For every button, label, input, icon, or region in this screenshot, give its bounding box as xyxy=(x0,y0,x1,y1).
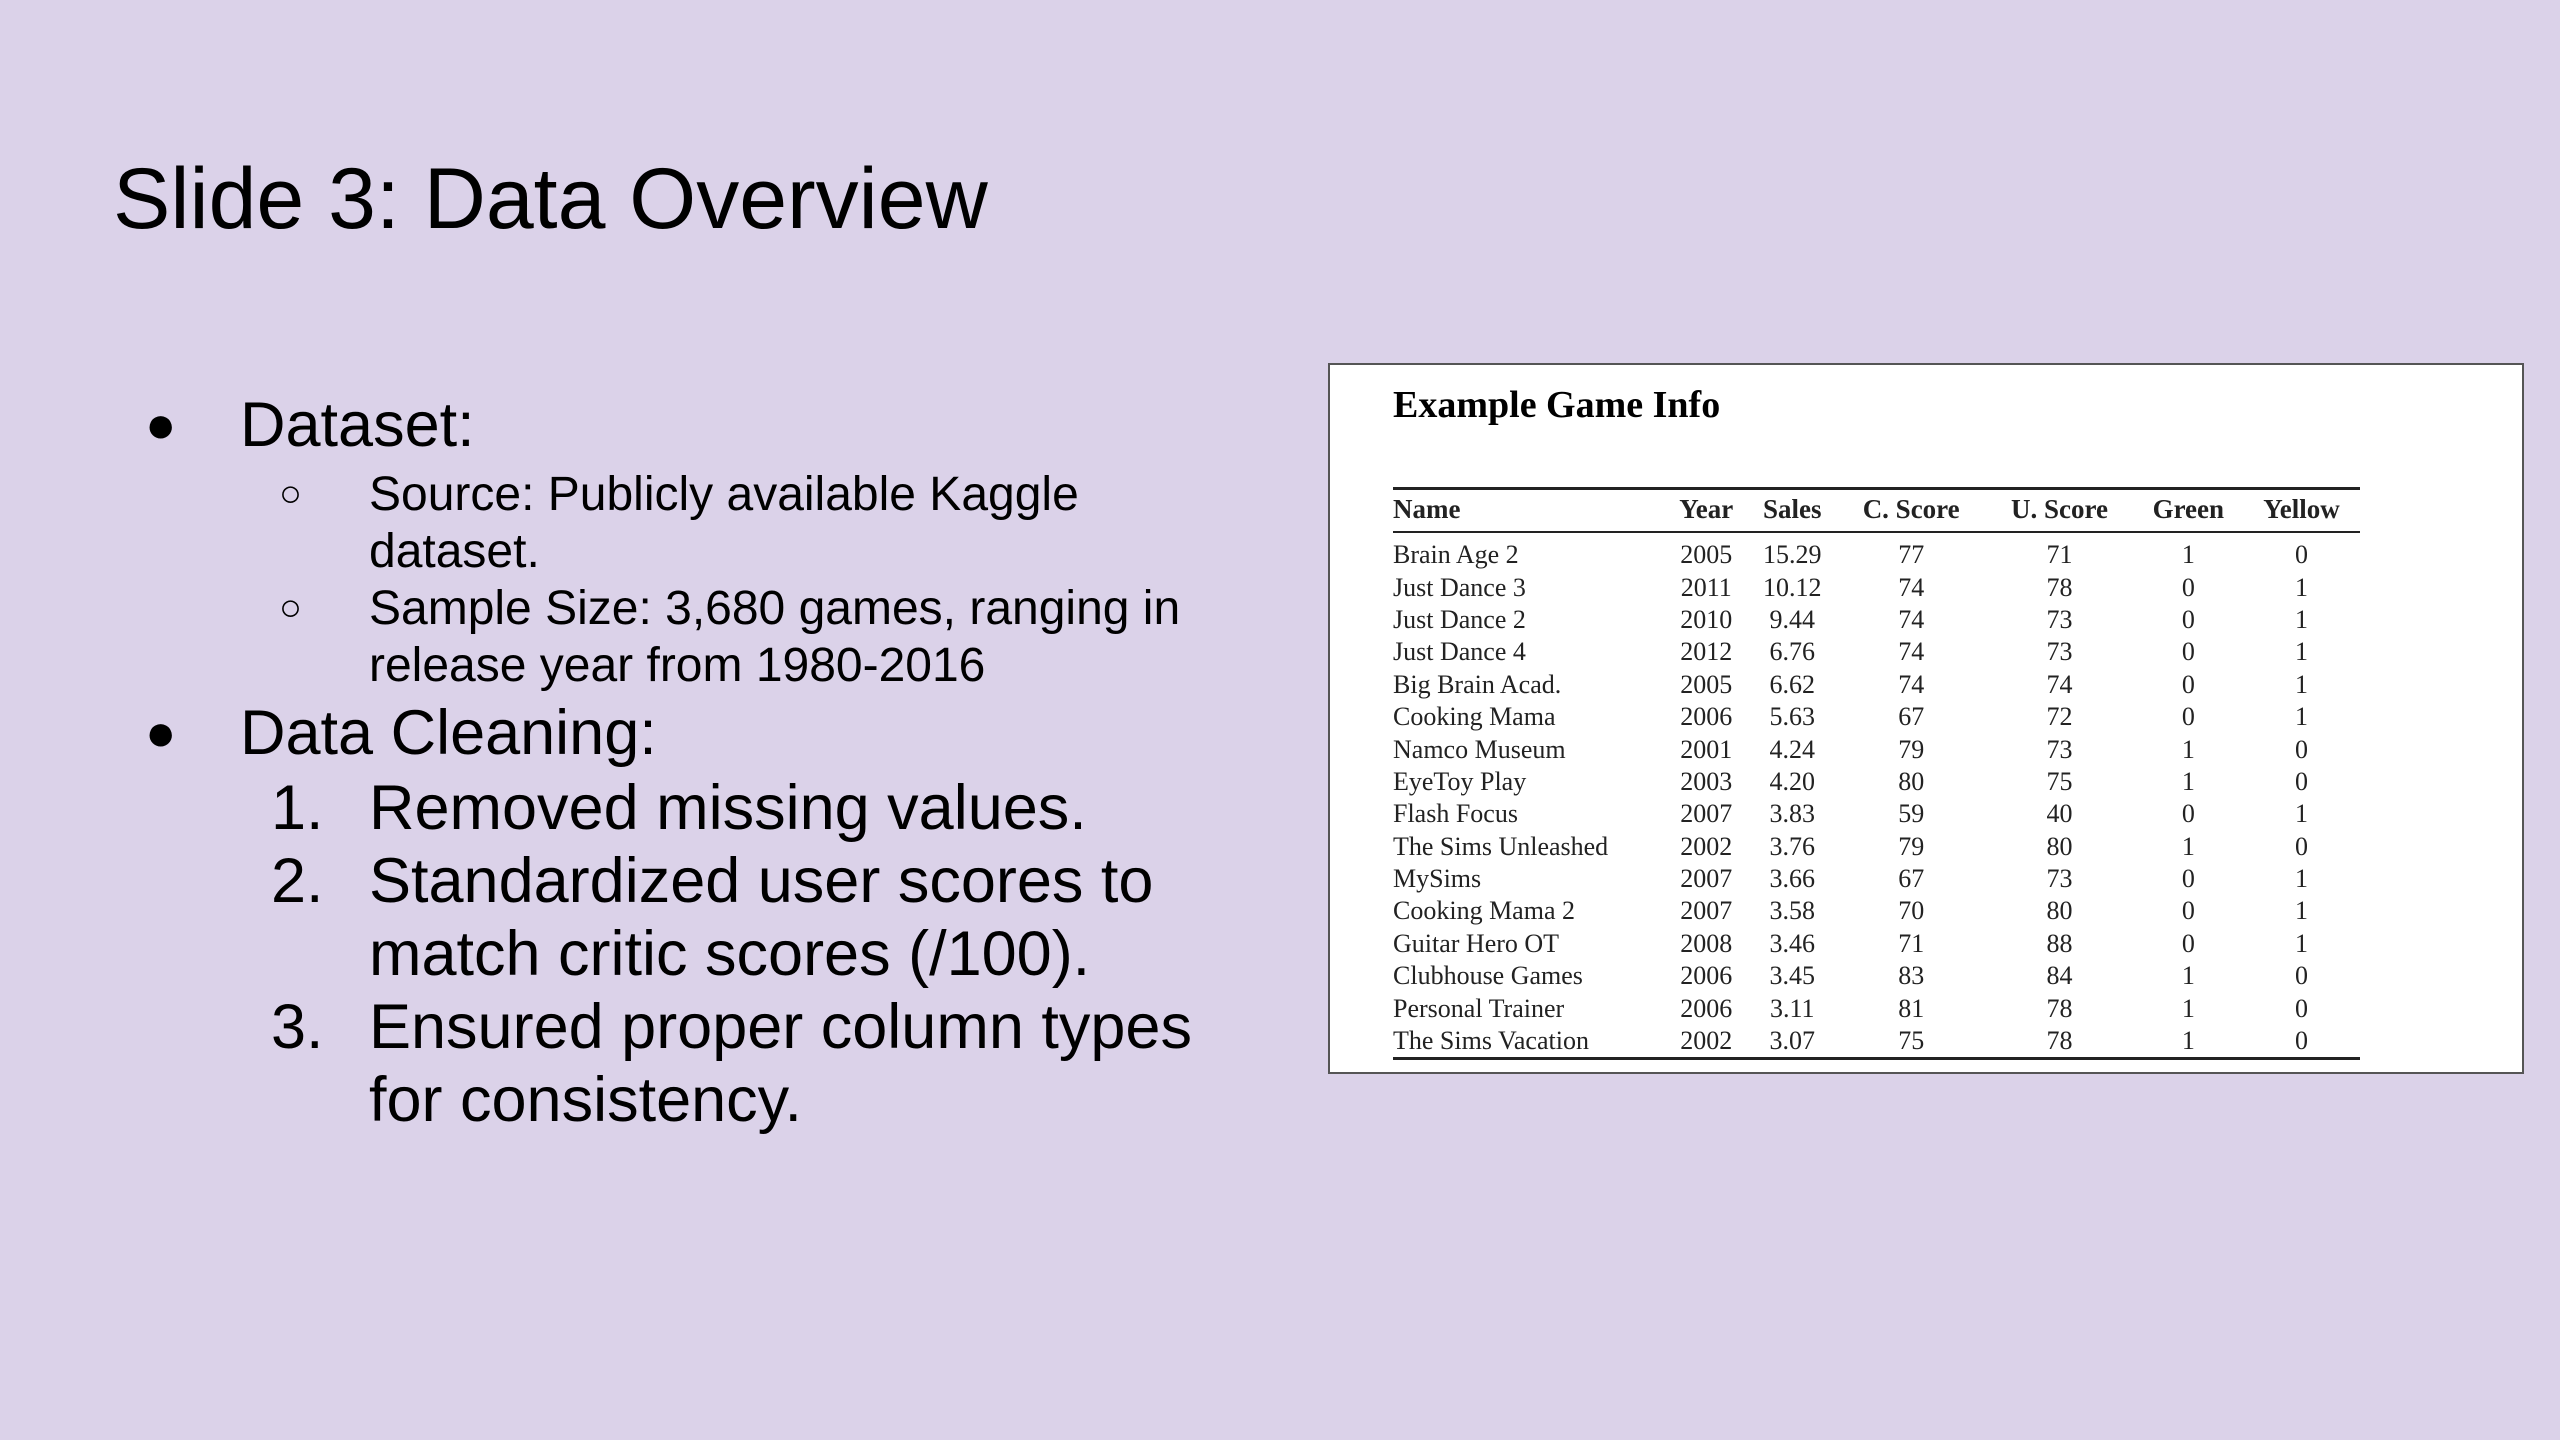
table-cell: 0 xyxy=(2294,540,2308,570)
table-row xyxy=(1393,960,2360,992)
table-cell: 74 xyxy=(1898,572,1925,602)
table-cell: 3.46 xyxy=(1769,928,1816,958)
slide-title: Slide 3: Data Overview xyxy=(113,151,988,247)
table-cell: 71 xyxy=(1898,928,1925,958)
table-cell: 2005 xyxy=(1680,540,1733,570)
table-cell: 81 xyxy=(1898,993,1925,1023)
table-cell: 84 xyxy=(2046,961,2073,991)
table-cell: 73 xyxy=(2046,864,2073,894)
table-cell: 0 xyxy=(2181,799,2195,829)
table-row xyxy=(1393,733,2360,765)
table-cell: EyeToy Play xyxy=(1393,766,1527,796)
bullet-circle-icon: ○ xyxy=(279,587,302,629)
table-cell: 15.29 xyxy=(1763,540,1822,570)
column-header: C. Score xyxy=(1837,489,1985,533)
cleaning-step xyxy=(140,772,1260,845)
table-cell: Guitar Hero OT xyxy=(1393,928,1560,958)
table-body xyxy=(1393,532,2360,1059)
table-cell: 0 xyxy=(2181,864,2195,894)
table-cell: 78 xyxy=(2046,1026,2073,1056)
table-cell: 79 xyxy=(1898,734,1925,764)
table-cell: Clubhouse Games xyxy=(1393,961,1583,991)
table-row xyxy=(1393,669,2360,701)
table-row xyxy=(1393,766,2360,798)
table-cell: 2003 xyxy=(1680,766,1733,796)
step-number: 1. xyxy=(271,773,324,843)
table-cell: 1 xyxy=(2294,928,2308,958)
table-cell: 2011 xyxy=(1680,572,1732,602)
bullet-cleaning-label: Data Cleaning: xyxy=(240,698,657,768)
table-header-row xyxy=(1393,489,2360,533)
table-cell: 74 xyxy=(1898,669,1925,699)
cleaning-steps-list xyxy=(140,772,1260,1137)
table-cell: 0 xyxy=(2294,993,2308,1023)
bullet-dataset xyxy=(140,388,1260,462)
table-row xyxy=(1393,532,2360,571)
table-cell: 1 xyxy=(2294,572,2308,602)
table-cell: 74 xyxy=(1898,604,1925,634)
table-cell: 1 xyxy=(2294,896,2308,926)
table-cell: 40 xyxy=(2046,799,2073,829)
table-cell: 1 xyxy=(2181,961,2195,991)
table-cell: 71 xyxy=(2046,540,2073,570)
table-cell: 2002 xyxy=(1680,831,1733,861)
table-cell: 79 xyxy=(1898,831,1925,861)
table-cell: 4.24 xyxy=(1769,734,1816,764)
table-cell: Personal Trainer xyxy=(1393,993,1565,1023)
sub-bullet-text: Source: Publicly available Kaggle dataset. xyxy=(369,468,1079,578)
bullet-dataset-label: Dataset: xyxy=(240,390,475,460)
table-cell: 6.62 xyxy=(1769,669,1816,699)
game-info-table xyxy=(1393,487,2360,1060)
table-row xyxy=(1393,831,2360,863)
table-cell: 75 xyxy=(2046,766,2073,796)
table-cell: 1 xyxy=(2294,864,2308,894)
table-cell: The Sims Unleashed xyxy=(1393,831,1609,861)
step-number: 3. xyxy=(271,992,324,1062)
table-cell: 59 xyxy=(1898,799,1925,829)
table-cell: 78 xyxy=(2046,993,2073,1023)
table-cell: 1 xyxy=(2181,1026,2195,1056)
table-image xyxy=(1328,363,2524,1074)
column-header: Yellow xyxy=(2243,489,2360,533)
table-cell: 2006 xyxy=(1680,993,1733,1023)
table-cell: 88 xyxy=(2046,928,2073,958)
table-cell: 0 xyxy=(2294,1026,2308,1056)
table-cell: 83 xyxy=(1898,961,1925,991)
table-cell: 1 xyxy=(2181,831,2195,861)
column-header: Green xyxy=(2134,489,2243,533)
column-header: Name xyxy=(1393,489,1665,533)
table-cell: 3.45 xyxy=(1769,961,1816,991)
table-cell: Just Dance 4 xyxy=(1393,637,1526,667)
table-cell: 70 xyxy=(1898,896,1925,926)
table-row xyxy=(1393,636,2360,668)
table-row xyxy=(1393,992,2360,1024)
table-cell: 1 xyxy=(2294,637,2308,667)
table-cell: 0 xyxy=(2294,734,2308,764)
table-cell: 3.07 xyxy=(1769,1026,1816,1056)
table-cell: 74 xyxy=(2046,669,2073,699)
table-cell: 6.76 xyxy=(1769,637,1816,667)
table-cell: 2002 xyxy=(1680,1026,1733,1056)
table-cell: MySims xyxy=(1393,864,1482,894)
bullet-disc-icon: ● xyxy=(145,704,177,762)
table-cell: 5.63 xyxy=(1769,702,1816,732)
table-cell: 0 xyxy=(2294,961,2308,991)
table-row xyxy=(1393,701,2360,733)
step-text: Standardized user scores to match critic scores (/100). xyxy=(369,846,1154,989)
column-header: U. Score xyxy=(1985,489,2133,533)
table-cell: 0 xyxy=(2181,896,2195,926)
table-cell: 0 xyxy=(2181,702,2195,732)
table-row xyxy=(1393,571,2360,603)
table-row xyxy=(1393,604,2360,636)
table-cell: 1 xyxy=(2181,540,2195,570)
table-cell: 2007 xyxy=(1680,799,1733,829)
table-cell: 10.12 xyxy=(1763,572,1822,602)
table-cell: 0 xyxy=(2294,831,2308,861)
table-row xyxy=(1393,1025,2360,1059)
table-cell: 3.76 xyxy=(1769,831,1816,861)
table-cell: 2006 xyxy=(1680,961,1733,991)
table-cell: 1 xyxy=(2294,604,2308,634)
table-cell: 0 xyxy=(2294,766,2308,796)
table-cell: Cooking Mama xyxy=(1393,702,1556,732)
sub-bullet-text: Sample Size: 3,680 games, ranging in release year from 1980-2016 xyxy=(369,582,1181,692)
table-cell: 75 xyxy=(1898,1026,1925,1056)
table-cell: 2001 xyxy=(1680,734,1733,764)
table-cell: 80 xyxy=(1898,766,1925,796)
column-header: Sales xyxy=(1748,489,1837,533)
table-row xyxy=(1393,863,2360,895)
cleaning-step xyxy=(140,845,1260,991)
table-cell: 0 xyxy=(2181,669,2195,699)
table-cell: Just Dance 2 xyxy=(1393,604,1526,634)
column-header: Year xyxy=(1665,489,1748,533)
table-cell: 73 xyxy=(2046,604,2073,634)
table-cell: 1 xyxy=(2181,993,2195,1023)
slide-body xyxy=(140,388,1260,1137)
table-cell: 2012 xyxy=(1680,637,1733,667)
table-cell: 3.11 xyxy=(1770,993,1815,1023)
step-text: Ensured proper column types for consistency. xyxy=(369,992,1192,1135)
step-number: 2. xyxy=(271,846,324,916)
table-cell: 0 xyxy=(2181,928,2195,958)
table-cell: 0 xyxy=(2181,637,2195,667)
table-cell: 3.83 xyxy=(1769,799,1816,829)
table-cell: The Sims Vacation xyxy=(1393,1026,1589,1056)
step-text: Removed missing values. xyxy=(369,773,1087,843)
dataset-sub-list xyxy=(140,466,1260,694)
table-cell: Just Dance 3 xyxy=(1393,572,1526,602)
table-cell: 2005 xyxy=(1680,669,1733,699)
table-cell: 74 xyxy=(1898,637,1925,667)
cleaning-step xyxy=(140,991,1260,1137)
table-cell: 2008 xyxy=(1680,928,1733,958)
table-cell: 72 xyxy=(2046,702,2073,732)
bullet-disc-icon: ● xyxy=(145,396,177,454)
table-cell: Flash Focus xyxy=(1393,799,1518,829)
table-cell: 67 xyxy=(1898,702,1925,732)
table-cell: 78 xyxy=(2046,572,2073,602)
table-cell: 1 xyxy=(2181,734,2195,764)
table-cell: 2006 xyxy=(1680,702,1733,732)
table-cell: 1 xyxy=(2294,669,2308,699)
bullet-circle-icon: ○ xyxy=(279,473,302,515)
table-cell: 73 xyxy=(2046,637,2073,667)
table-cell: Brain Age 2 xyxy=(1393,540,1519,570)
table-row xyxy=(1393,928,2360,960)
table-cell: 77 xyxy=(1898,540,1925,570)
table-caption: Example Game Info xyxy=(1393,384,1721,426)
table-row xyxy=(1393,798,2360,830)
table-cell: 1 xyxy=(2294,702,2308,732)
table-cell: Big Brain Acad. xyxy=(1393,669,1562,699)
table-cell: 80 xyxy=(2046,831,2073,861)
table-cell: 2007 xyxy=(1680,864,1733,894)
table-cell: 1 xyxy=(2294,799,2308,829)
table-cell: 2010 xyxy=(1680,604,1733,634)
table-cell: 1 xyxy=(2181,766,2195,796)
table-cell: Cooking Mama 2 xyxy=(1393,896,1575,926)
table-cell: 2007 xyxy=(1680,896,1733,926)
table-cell: 67 xyxy=(1898,864,1925,894)
sub-bullet-sample-size xyxy=(140,580,1260,694)
table-cell: 0 xyxy=(2181,572,2195,602)
table-cell: 3.58 xyxy=(1769,896,1816,926)
table-row xyxy=(1393,895,2360,927)
sub-bullet-source xyxy=(140,466,1260,580)
table-cell: 80 xyxy=(2046,896,2073,926)
table-cell: 3.66 xyxy=(1769,864,1816,894)
table-cell: 0 xyxy=(2181,604,2195,634)
bullet-data-cleaning xyxy=(140,696,1260,770)
table-cell: 9.44 xyxy=(1769,604,1816,634)
table-cell: 4.20 xyxy=(1769,766,1816,796)
table-cell: 73 xyxy=(2046,734,2073,764)
table-cell: Namco Museum xyxy=(1393,734,1566,764)
